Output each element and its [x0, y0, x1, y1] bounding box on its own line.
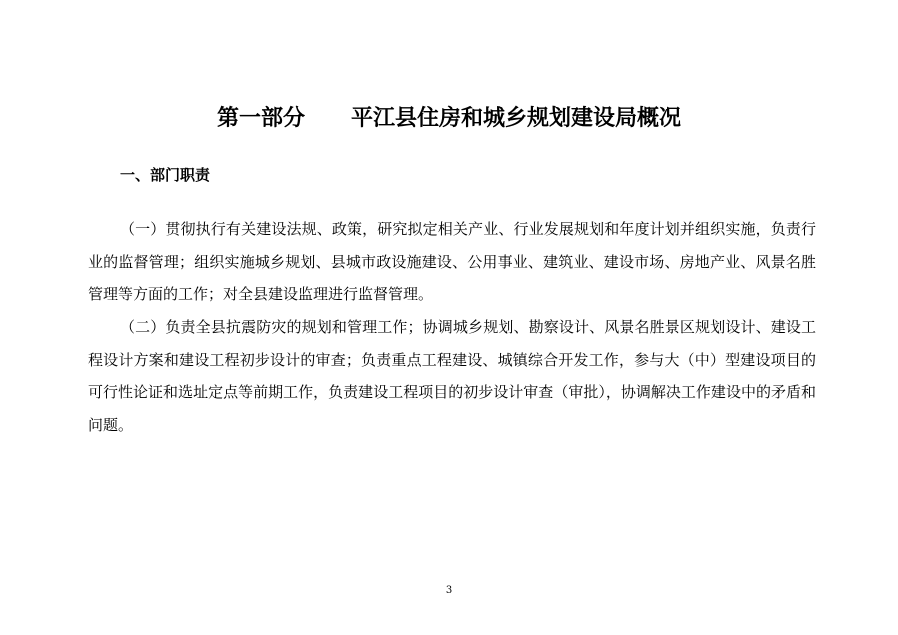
title-part-label: 第一部分	[216, 106, 305, 131]
page-number: 3	[445, 585, 453, 596]
paragraph-duty-1: （一）贯彻执行有关建设法规、政策，研究拟定相关产业、行业发展规划和年度计划并组织实施，负责行业的监督管理；组织实施城乡规划、县城市政设施建设、公用事业、建筑业、建设市场、房地产业、风景名胜管理等方面的工作；对全县建设监理进行监督管理。	[88, 220, 816, 303]
page-title	[0, 103, 898, 135]
paragraph-duty-2: （二）负责全县抗震防灾的规划和管理工作；协调城乡规划、勘察设计、风景名胜景区规划设计、建设工程设计方案和建设工程初步设计的审查；负责重点工程建设、城镇综合开发工作，参与大（中）型建设项目的可行性论证和选址定点等前期工作，负责建设工程项目的初步设计审查（审批），协调解决工作建设中的矛盾和问题。	[88, 318, 816, 434]
section-heading: 一、部门职责	[120, 166, 211, 184]
title-text: 平江县住房和城乡规划建设局概况	[351, 106, 682, 131]
